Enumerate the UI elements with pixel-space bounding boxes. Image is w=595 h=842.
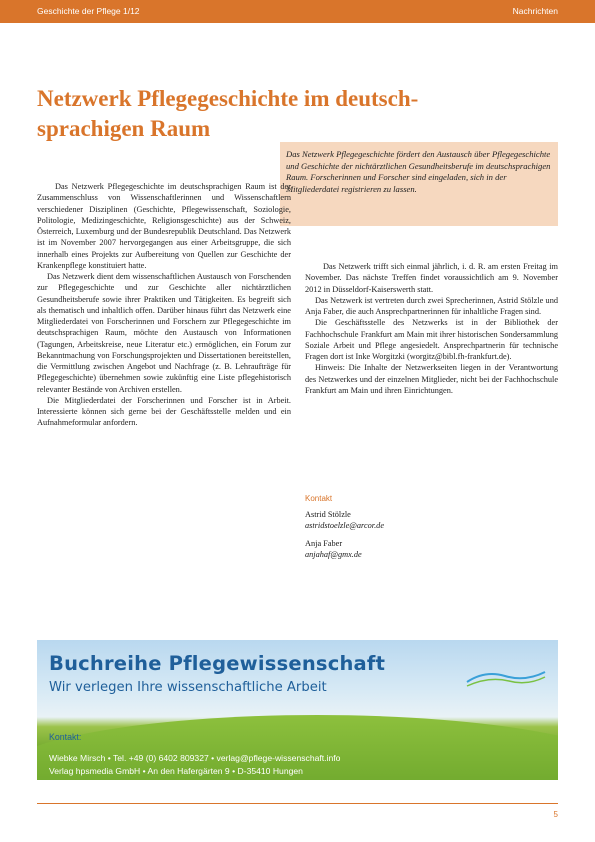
hpsmedia-logo xyxy=(465,668,547,690)
advertisement-banner[interactable] xyxy=(37,640,558,780)
paragraph: Die Mitgliederdatei der Forscherinnen und Forscher ist in Arbeit. Interessierte können sich gerne bei der Geschäftsstelle melden und ein Aufnahmeformular anfordern. xyxy=(37,395,291,428)
ad-contact-line: Wiebke Mirsch • Tel. +49 (0) 6402 809327 • verlag@pflege-wissenschaft.info xyxy=(49,753,341,763)
contact-block xyxy=(305,493,558,561)
header-bar xyxy=(0,0,595,23)
paragraph: Das Netzwerk ist vertreten durch zwei Sprecherinnen, Astrid Stölzle und Anja Faber, die auch Ansprechpartnerinnen für inhaltliche Fragen sind. xyxy=(305,295,558,316)
ad-contact-label: Kontakt: xyxy=(49,732,82,742)
header-section: Geschichte der Pflege 1/12 xyxy=(37,6,140,16)
header-category: Nachrichten xyxy=(512,6,558,16)
contact-name: Astrid Stölzle xyxy=(305,509,351,519)
contact-name: Anja Faber xyxy=(305,538,343,548)
ad-subtitle: Wir verlegen Ihre wissenschaftliche Arbeit xyxy=(49,680,327,695)
paragraph: Die Geschäftsstelle des Netzwerks ist in der Bibliothek der Fachhochschule Frankfurt am Main mit ihrer historischen Sondersammlung Soziale Arbeit und Pflege angesiedelt. Ansprechpartnerin für technische Fragen dort ist Inke Worgitzki (worgitz@bibl.fh-frankfurt.de). xyxy=(305,318,558,361)
callout-text: Das Netzwerk Pflegegeschichte fördert den Austausch über Pflegegeschichte und Geschichte der nichtärztlichen Gesundheitsberufe im deutschsprachigen Raum. Forscherinnen und Forscher sind eingeladen, sich in der Mitgliederdatei registrieren zu lassen. xyxy=(286,149,551,194)
footer-rule xyxy=(37,803,558,804)
callout-box xyxy=(280,142,558,226)
contact-email[interactable]: astridstoelzle@arcor.de xyxy=(305,521,384,531)
paragraph: Das Netzwerk Pflegegeschichte im deutschsprachigen Raum ist der Zusammenschluss von Wissenschaftlerinnen und Wissenschaftlern verschiedener Disziplinen (Geschichte, Pflegewissenschaft, Soziologie, Politologie, Medizingeschichte, Religionsgeschichte) aus der Schweiz, Österreich, Luxemburg und der Bundesrepublik Deutschland. Das Netzwerk ist im November 2007 hervorgegangen aus einer Arbeitsgruppe, die sich innerhalb eines Projekts zur Aufbereitung von Quellen zur Geschichte der Krankenpflege konstituiert hatte. xyxy=(37,182,291,270)
paragraph: Das Netzwerk trifft sich einmal jährlich, i. d. R. am ersten Freitag im November. Das nächste Treffen findet voraussichtlich am 9. November 2012 in Düsseldorf-Kaiserswerth statt. xyxy=(305,262,558,294)
column-left xyxy=(37,181,291,429)
ad-title: Buchreihe Pflegewissenschaft xyxy=(49,652,386,675)
article-title: Netzwerk Pflegegeschichte im deutsch-sprachigen Raum xyxy=(37,86,419,141)
paragraph: Hinweis: Die Inhalte der Netzwerkseiten liegen in der Verantwortung des Netzwerkes und der einzelnen Mitglieder, nicht bei der Fachhochschule Frankfurt am Main und ihren Einrichtungen. xyxy=(305,363,558,395)
paragraph: Das Netzwerk dient dem wissenschaftlichen Austausch von Forschenden zur Pflegegeschichte und zur Geschichte aller nichtärztlichen Gesundheitsberufe sowie ihrer Praktiken und Tätigkeiten. Es begreift sich als thematisch und inhaltlich offen. Darüber hinaus führt das Netzwerk eine Mitgliederdatei von Forscherinnen und Forschern zur Pflegegeschichte im deutschsprachigen Raum, möchte den Austausch von Informationen (Tagungen, Arbeitskreise, neue Literatur etc.) ermöglichen, ein Forum zur Bekanntmachung von Forschungsprojekten und Dissertationen bereitstellen, die Vermittlung zwischen Angebot und Nachfrage (z. B. Lehraufträge für Pflegegeschichte) übernehmen sowie zukünftig eine Liste pflegehistorisch relevanter Bestände von Archiven erstellen. xyxy=(37,272,291,394)
ad-address-line: Verlag hpsmedia GmbH • An den Hafergärten 9 • D-35410 Hungen xyxy=(49,766,303,776)
column-right xyxy=(305,261,558,396)
page-number: 5 xyxy=(553,810,558,819)
contact-email[interactable]: anjahaf@gmx.de xyxy=(305,550,362,560)
contact-heading: Kontakt xyxy=(305,494,333,503)
